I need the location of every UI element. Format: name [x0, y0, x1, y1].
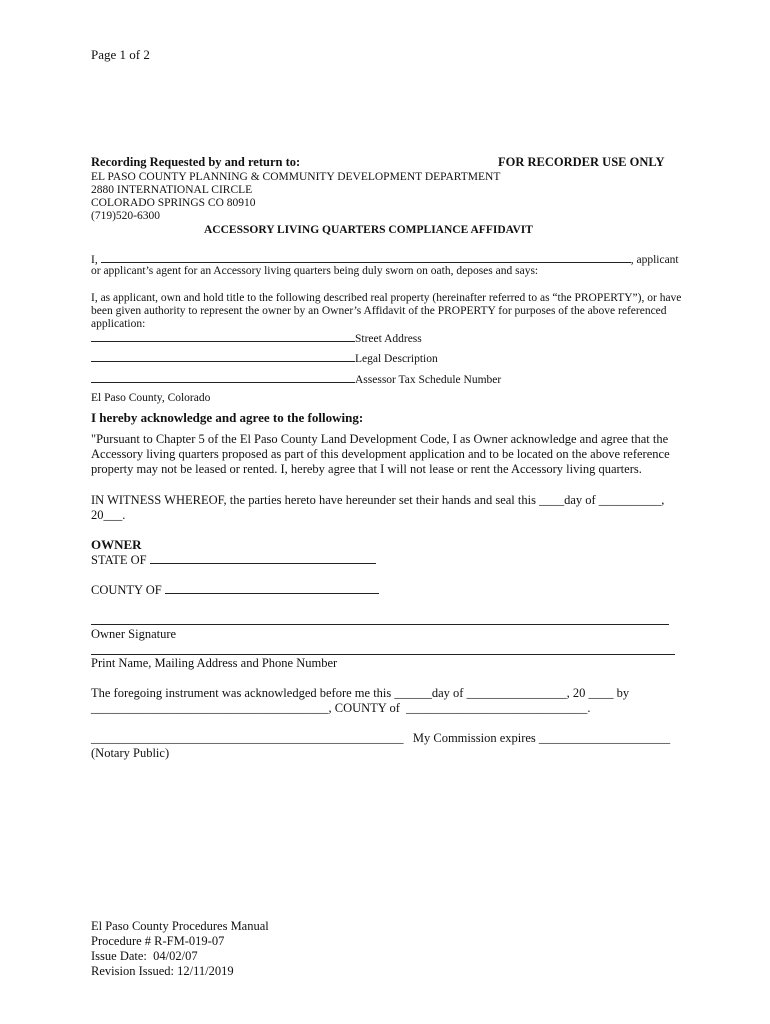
tax-schedule-field[interactable]: [91, 371, 355, 383]
acknowledge-line: "Pursuant to Chapter 5 of the El Paso County Land Development Code, I as Owner acknowledge and agree that the: [91, 432, 669, 446]
legal-description-field[interactable]: [91, 350, 355, 362]
footer-line: Issue Date: 04/02/07: [91, 949, 198, 963]
print-name-label: Print Name, Mailing Address and Phone Number: [91, 656, 338, 670]
owner-heading: OWNER: [91, 537, 142, 552]
print-name-line[interactable]: [91, 654, 675, 655]
county-label: COUNTY OF: [91, 583, 162, 597]
applicant-name-field[interactable]: [101, 251, 631, 263]
witness-year: 20___.: [91, 508, 126, 522]
recording-requested-label: Recording Requested by and return to:: [91, 155, 301, 169]
owner-signature-line[interactable]: [91, 624, 669, 625]
state-label: STATE OF: [91, 553, 147, 567]
legal-description-label: Legal Description: [355, 353, 438, 365]
address-line: COLORADO SPRINGS CO 80910: [91, 197, 256, 209]
footer-line: El Paso County Procedures Manual: [91, 919, 269, 933]
state-row: [91, 552, 376, 568]
address-line: (719)520-6300: [91, 210, 160, 222]
page-number: Page 1 of 2: [91, 47, 150, 62]
ownership-line: I, as applicant, own and hold title to the following described real property (hereinafter referred to as “the PROPERTY”), or have: [91, 292, 682, 304]
tax-schedule-row: [91, 371, 501, 387]
document-title: ACCESSORY LIVING QUARTERS COMPLIANCE AFFIDAVIT: [204, 224, 533, 236]
notary-line: ______________________________________, COUNTY of _____________________________.: [91, 701, 591, 715]
address-line: 2880 INTERNATIONAL CIRCLE: [91, 184, 253, 196]
recorder-use-label: FOR RECORDER USE ONLY: [498, 155, 665, 169]
street-address-row: [91, 330, 422, 346]
witness-line: IN WITNESS WHEREOF, the parties hereto have hereunder set their hands and seal this ____day of __________,: [91, 493, 665, 507]
acknowledge-line: property may not be leased or rented. I, hereby agree that I will not lease or rent the Accessory living quarters.: [91, 462, 642, 476]
ownership-line: application:: [91, 318, 146, 330]
intro-prefix: I,: [91, 254, 98, 266]
notary-line: The foregoing instrument was acknowledged before me this ______day of ________________, 20 ____ by: [91, 686, 630, 700]
intro-line-2: or applicant’s agent for an Accessory living quarters being duly sworn on oath, deposes and says:: [91, 265, 539, 277]
legal-description-row: [91, 350, 438, 366]
acknowledge-heading: I hereby acknowledge and agree to the following:: [91, 410, 364, 425]
street-address-label: Street Address: [355, 333, 422, 345]
footer-line: Procedure # R-FM-019-07: [91, 934, 225, 948]
ownership-line: been given authority to represent the owner by an Owner’s Affidavit of the PROPERTY for purposes of the above referenced: [91, 305, 667, 317]
county-field[interactable]: [165, 582, 379, 594]
tax-schedule-label: Assessor Tax Schedule Number: [355, 374, 502, 386]
acknowledge-line: Accessory living quarters proposed as part of this development application and to be located on the above reference: [91, 447, 670, 461]
intro-suffix: , applicant: [630, 254, 679, 266]
county-row: [91, 582, 379, 598]
street-address-field[interactable]: [91, 330, 355, 342]
address-line: EL PASO COUNTY PLANNING & COMMUNITY DEVELOPMENT DEPARTMENT: [91, 171, 501, 183]
notary-public-label: (Notary Public): [91, 746, 170, 760]
county-colorado: El Paso County, Colorado: [91, 392, 211, 404]
footer-line: Revision Issued: 12/11/2019: [91, 964, 234, 978]
state-field[interactable]: [150, 552, 376, 564]
notary-signature-line: __________________________________________________ My Commission expires _____________________: [91, 731, 671, 745]
owner-signature-label: Owner Signature: [91, 627, 177, 641]
